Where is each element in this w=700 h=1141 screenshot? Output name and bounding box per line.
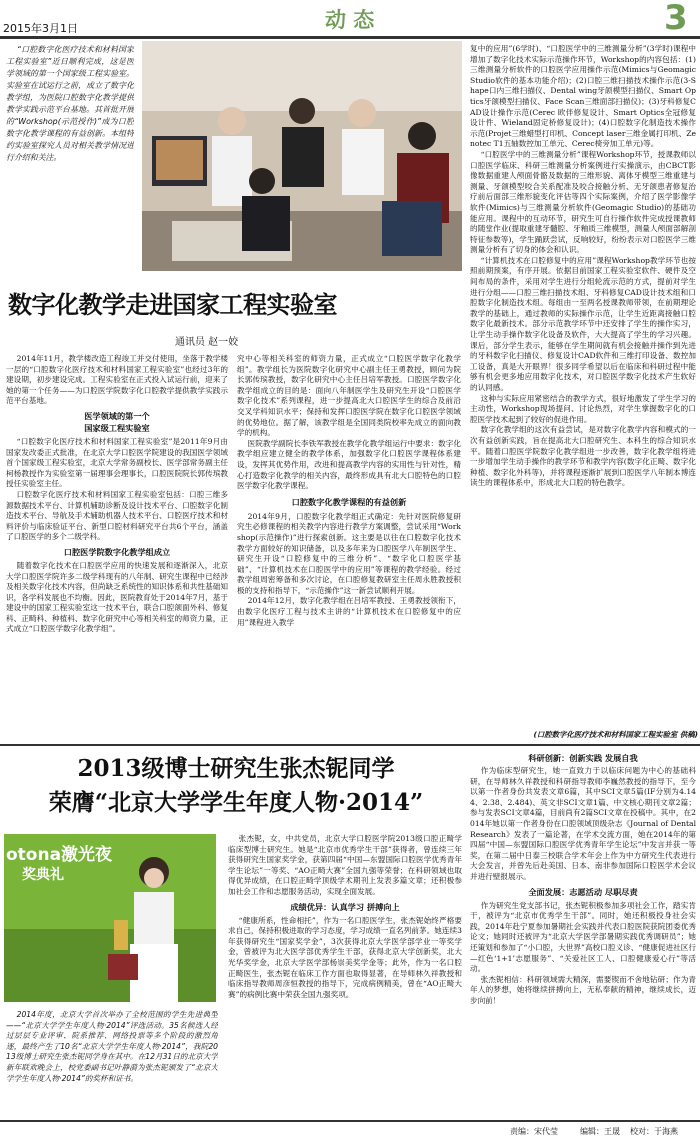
article-1-intro: “口腔数字化医疗技术和材料国家工程实验室”近日顺利完成，这是医学领域的第一个国家级工程实验室。实验室在试运行之前，成立了数字化教学组，为医院口腔数字化教学提供教学实践示范平台基地。其首批开展的“Workshop(示范授作)”成为口腔数字化教学课程的有益创新。本组特约实验室探究人员对相关教学情况进行介绍和关注。: [6, 45, 134, 162]
paragraph: 这种与实际应用紧密结合的教学方式，很好地激发了学生学习的主动性，Workshop现场提问、讨论热烈，对学生掌握数字化的口腔医学技术起到了较好的促进作用。: [470, 393, 696, 424]
paragraph: 医院教学副院长李铁军教授在教学化教学组运行中要求：数字化教学组应建立健全的教学体系，加强数字化口腔医学课程体系建设，发挥其优势作用，改进和提高教学内容的实用性与针对性，精心打造数字化教学的相关内容，最终形成具有北大口腔特色的口腔医学数字化教学课程。: [237, 438, 461, 491]
paragraph: 张杰铌，女，中共党员，北京大学口腔医学院2013级口腔正畸学临床型博士研究生。她是“北京市优秀学生干部”获得者，曾连续三年获得研究生国家奖学金，获第四届“中国—东盟国际口腔医学优秀青年学生论坛”一等奖、“AO正畸大赛”全国九强等荣誉；在科研领域也取得优异成绩，在口腔正畸学顶级学术期刊上发表多篇文章；还积极参加社会工作和志愿服务活动，实现全面发展。: [228, 834, 462, 896]
paragraph: 作为临床型研究生，她一直致力于以临床问题为中心的基础科研，在导师林久祥教授和科研指导教师李巍然教授的指导下，至今以第一作者身份共发表文章6篇，其中SCI文章5篇(IF分别为4.144、2.38、2.484)、英文非SCI文章1篇、中文核心期刊文章2篇；参与发表SCI文章4篇，目前尚有2篇SCI文章在投稿中。其中，在2014年她以第一作者身份在口腔领域顶级杂志《Journal of Dental Research》发表了一篇论著，在学术交流方面，她在2014年的第四届“中国—东盟国际口腔医学优秀青年学生论坛”中发言并获一等奖，在第二届中日泰三校联合学术年会上作为中方研究生代表进行大会发言，并曾先后赴美国、日本、南非参加国际口腔医学术会议并进行壁报展示。: [470, 766, 696, 881]
article-2-headline: [6, 752, 466, 820]
article-1-sidebar: [6, 44, 134, 244]
article-1-column-3: [470, 44, 696, 730]
article-2-headline-line-1: 2013级博士研究生张杰铌同学: [77, 755, 395, 782]
article-2-column-1: [228, 834, 462, 1110]
paragraph: 2014年11月，教学楼改造工程竣工并交付使用，坐落于教学楼一层的“口腔数字化医疗技术和材料国家工程实验室”也经过3年的建设期，初步建设完成。工程实验室在正式投入试运行前，迎来了她的第一个任务——为口腔医学院数字化口腔教学提供教学实践示范平台基地。: [6, 354, 228, 406]
article-2-column-2: [470, 752, 696, 1112]
section-title: 动 态: [325, 7, 375, 32]
award-photo: [4, 834, 216, 1002]
footer-proofreader: 校对：于海燕: [630, 1127, 678, 1136]
page-number: 3: [664, 0, 688, 36]
subheading: 口腔数字化教学课程的有益创新: [291, 496, 407, 507]
paragraph: 随着数字化技术在口腔医学应用的快速发展和逐渐深入，北京大学口腔医学院许多二级学科现有的八年制、研究生课程中已经涉及相关数字化技术内容，但尚缺乏系统性的知识体系和共性基础知识，各学科发展也不均衡。因此，医院教育处于2014年7月，基于建设中的国家工程实验室这一技术平台，联合口腔颌面外科、修复科、正畸科、种植科、数字化研究中心等相关科室的师资力量，正式成立“口腔医学数字化教学组”。: [6, 560, 228, 634]
paragraph: 究中心等相关科室的师资力量，正式成立“口腔医学数字化教学组”。教学组长为医院数字化研究中心副主任王勇教授，顾问为院长郭传瑸教授，数字化研究中心主任吕培军教授。口腔医学数字化教学组成立的目的是：面向八年制医学生及研究生开设“口腔医学数字化技术”系列课程，进一步提高北大口腔医学生的综合及前沿交叉学科知识水平；保持和发挥口腔医学院在数字化口腔医学领域的优势地位。据了解，该教学组是全国同类院校率先成立的面向教学的机构。: [237, 354, 461, 438]
award-photo-caption: [6, 1010, 218, 1112]
article-2-headline-line-2: 荣膺“北京大学学生年度人物·2014”: [48, 789, 424, 816]
header-rule: [0, 36, 700, 39]
section-divider: [0, 744, 700, 746]
footer-rule: [0, 1120, 700, 1122]
subheading: 成绩优异：认真学习 拼搏向上: [290, 901, 400, 912]
article-1-column-1: [6, 354, 228, 760]
subheading: 口腔医学院数字化教学组成立: [63, 546, 171, 557]
paragraph: 张杰铌相信：科研领域需大精深，需要锲而不舍地钻研；作为青年人的梦想，她将继续拼搏向上，无私奉献的精神，继续成长，迈步向前！: [470, 974, 696, 1005]
subheading: 科研创新：创新实践 发展自我: [528, 753, 638, 763]
paragraph: 作为研究生党支部书记，张杰铌积极参加多项社会工作，踏实肯干，被评为“北京市优秀学生干部”。同时，她还积极投身社会实践，2014年赴宁夏参加暑期社会实践并代表口腔医院获院团委优秀论文；她同时还被评为“北京大学医学部暑期实践优秀调研员”；她还策划和参加了“小口腔，大世界”高校口腔义诊、“健康促进社区行—红色‘1+1’志愿服务”、“关爱社区工人、口腔健康爱心行”等活动。: [470, 900, 696, 974]
paragraph: “计算机技术在口腔修复中的应用”课程Workshop教学环节也按照前期预案，有序开展。依据目前国家工程实验室软件、硬件及空间布局的条件，采用对学生进行分组轮流示范的方式，提前对学生进行分组——口腔三维扫描技术组、牙科修复CAD设计技术组和口腔数字化制造技术组。每组由一至两名授课教师带领，在前期理论教学的基础上，通过教师的实际操作示范，让学生近距离接触口腔数字化最新技术。部分示范教学环节中还安排了学生的操作实习，让学生动手操作数字化设备及软件，大大提高了学生的学习兴趣。课后，部分学生表示，能够在学生期间就有机会接触并操作到先进的牙科数字化扫描仪、修复设计CAD软件和三维打印设备、数控加工设备，真是大开眼界！很多同学希望以后在临床和科研过程中能够有机会更多地应用数字化技术，对口腔医学数字化技术产生软好的认同感。: [470, 255, 696, 392]
lab-photo: [142, 41, 462, 271]
paragraph: 复中的应用”(6学时)、“口腔医学中的三维测量分析”(3学时)课程中增加了数字化技术实际示范操作环节，Workshop的内容包括：(1)三维测量分析软件的口腔医学应用操作示范(Mimics与Geomagic Studio软件的基本功能介绍)；(2)口腔三维扫描技术操作示范(3-Shape口内三维扫描仪、Dental wing牙颌模型扫描仪、Smart Optics牙颌模型扫描仪、Face Scan三维面部扫描仪)；(3)牙科修复CAD设计操作示范(Cerec 欧伴修复设计、Smart Optics全冠修复设计件、Wieland固定桥修复设计)；(4)口腔数字化制造技术操作示范(Projet三维蜡型打印机、Concept laser三维金属打印机、Zenotec T1五轴数控加工单元、Cerec椅旁加工单元)等。: [470, 44, 696, 149]
paragraph: “健康所系，性命相托”，作为一名口腔医学生，张杰铌始终严格要求自己，保持积极进取的学习态度，学习成绩一直名列前茅。她连续3年获得研究生“国家奖学金”，3次获得北京大学医学部学业一等奖学金，曾被评为北大医学部优秀学生干部，获得北京大学创新奖，北大光华奖学金，北京大学医学部杨崇美奖学金等；此外，作为一名口腔正畸医生，张杰铌在临床工作方面也取得显著，在导师林久祥教授和临床指导教师周彦恒教授的指导下，完成病例精美，曾在“AO正畸大赛”的病例比赛中荣获全国九强奖项。: [228, 915, 462, 999]
footer-copy-editor: 编辑：王晟: [580, 1127, 620, 1136]
paragraph: 口腔数字化医疗技术和材料国家工程实验室包括：口腔三维多源数据技术平台、计算机辅助诊断及设计技术平台、口腔数字化制造技术平台、导航及手术辅助机器人技术平台、口腔医疗技术和材料评价与临床验证平台、新型口腔材料研究平台共6个平台，涵盖了口腔医学的多个二级学科。: [6, 489, 228, 542]
paragraph: 数字化教学组的这次有益尝试，是对数字化教学内容和模式的一次有益创新实践，旨在提高北大口腔研究生、本科生的综合知识水平。随着口腔医学院数字化教学组进一步改善，数字化教学组将进一步增加学生动手操作的教学环节和教学内容(数字化正畸、数字化种植、数字化外科等)，并将课程逐渐扩展到口腔医学八年制本博连读生的课程体系中，形成北大口腔的特色教学。: [470, 425, 696, 488]
masthead: [0, 0, 700, 42]
paragraph: 2014年12月，数字化教学组在吕培军教授、王勇教授领衔下，由数字化医疗工程与技术主讲的“计算机技术在口腔修复中的应用”课程进入教学: [237, 596, 461, 627]
photo-banner-text-2: 奖典礼: [22, 867, 64, 883]
subheading: 医学领域的第一个 国家级工程实验室: [84, 410, 150, 433]
caption-text: 2014年度，北京大学首次举办了全校范围的学生先进典型——“北京大学学生年度人物·2014”评选活动。35名候选人经过层层专业评审、院系推荐、网络投票等多个阶段的激烈角逐，最终产生了10名“北京大学学生年度人物·2014”，我院2013级博士研究生张杰铌同学身在其中。在12月31日的北京大学新年联欢晚会上，校党委副书记叶静漪为张杰铌颁发了“北京大学学生年度人物·2014”的奖杯和证书。: [6, 1010, 218, 1083]
paragraph: 2014年9月，口腔数字化教学组正式确定：先针对医院修复研究生必修课程的相关教学内容进行教学方案调整，尝试采用“Workshop(示范操作)”进行探索创新。这主要是以往在口腔数字化技术教学方面较好的知识储备，以及多年来为口腔医学八年制医学生、研究生开设“口腔修复中的三维分析”、“数字化口腔医学基础”、“计算机技术在口腔医学中的应用”等课程的教学经验。经过教学组周密筹备和多次讨论，在口腔修复教研室主任周永胜教授积极的支持和指导下，“示范操作”这一新尝试顺利开展。: [237, 511, 461, 595]
paragraph: “口腔数字化医疗技术和材料国家工程实验室”是2011年9月由国家发改委正式批准，在北京大学口腔医学院建设的我国医学领域首个国家级工程实验室，北京大学常务副校长、医学部常务副主任柯杨教授作为实验室第一届理事会理事长，口腔医院院长郭传瑸教授任实验室主任。: [6, 436, 228, 489]
subheading: 全面发展：志愿活动 尽职尽责: [528, 886, 638, 897]
article-1-column-2: [237, 354, 461, 760]
paragraph: “口腔医学中的三维测量分析”课程Workshop环节，授课教师以口腔医学临床、科研三维测量分析案例进行实操演示，由CBCT影像数据重建人颅面骨骼及数据的三维形貌、离体牙模型三维重建与测量、牙颌模型咬合关系配准及咬合接触分析、无牙颌患者修复治疗前后面部三维形貌变化评估等四个实际案例，介绍了医学影像学软件(Mimics)与三维测量分析软件(Geomagic Studio)的基础功能应用。课程中的互动环节，研究生可自行操作软件完成授课教师的随堂作业(提取重建牙髓腔、牙釉质三维模型，测量人颅面部解剖特征参数等)，学生踊跃尝试，反响较好，纷纷表示对口腔医学三维测量分析有了切身的体会和认识。: [470, 149, 696, 255]
article-1-headline: 数字化教学走进国家工程实验室: [8, 290, 337, 319]
footer-editor: 责编：宋代莹: [510, 1127, 558, 1136]
article-1-byline: 通讯员 赵一姣: [175, 337, 239, 348]
article-1-credit: (口腔数字化医疗技术和材料国家工程实验室 供稿): [533, 730, 698, 739]
issue-date: 2015年3月1日: [3, 22, 78, 35]
photo-banner-text: otona激光夜: [6, 845, 113, 865]
lab-photo-illustration: [142, 41, 462, 271]
